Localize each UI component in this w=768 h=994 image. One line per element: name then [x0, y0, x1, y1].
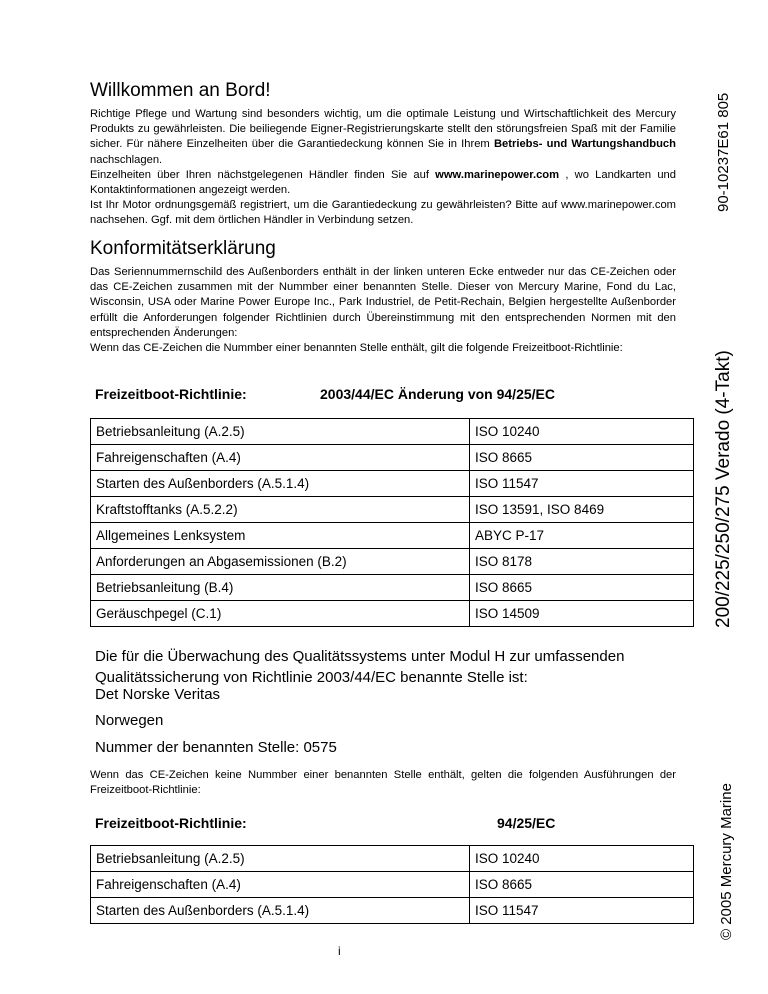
requirement-cell: Allgemeines Lenksystem [91, 523, 470, 549]
notified-body-intro: Die für die Überwachung des Qualitätssystems unter Modul H zur umfassenden Qualitätssicherung von Richtlinie 2003/44/EC benannte Stelle ist: [95, 648, 625, 686]
conformity-paragraph-3: Wenn das CE-Zeichen keine Nummber einer benannten Stelle enthält, gelten die folgenden Ausführungen der Freizeitboot-Richtlinie: [90, 769, 676, 797]
table-row [91, 872, 694, 898]
standards-table-2 [90, 845, 694, 924]
requirement-cell: Betriebsanleitung (B.4) [91, 575, 470, 601]
requirement-cell: Fahreigenschaften (A.4) [91, 872, 470, 898]
standard-cell: ISO 10240 [470, 846, 694, 872]
standard-cell: ISO 8178 [470, 549, 694, 575]
table-row [91, 601, 694, 627]
standard-cell: ISO 11547 [470, 471, 694, 497]
requirement-cell: Fahreigenschaften (A.4) [91, 445, 470, 471]
conformity-title: Konformitätserklärung [90, 238, 276, 259]
table-row [91, 497, 694, 523]
directive-value: 2003/44/EC Änderung von 94/25/EC [320, 386, 555, 402]
table-row [91, 523, 694, 549]
table-row [91, 846, 694, 872]
welcome-paragraph-1: Richtige Pflege und Wartung sind besonders wichtig, um die optimale Leistung und Wirtschaftlichkeit des Mercury Produkts zu gewährleisten. Die beiliegende Eigner-Registrierungskarte stellt den störungsfreien Spaß mit der Familie sicher. Für nähere Einzelheiten über die Garantiedeckung können Sie in Ihrem Betriebs- und Wartungshandbuch nachschlagen. [90, 108, 676, 166]
standard-cell: ISO 8665 [470, 575, 694, 601]
standards-table-1 [90, 418, 694, 627]
copyright-vertical: © 2005 Mercury Marine [718, 783, 735, 940]
requirement-cell: Starten des Außenborders (A.5.1.4) [91, 471, 470, 497]
standard-cell: ISO 13591, ISO 8469 [470, 497, 694, 523]
requirement-cell: Starten des Außenborders (A.5.1.4) [91, 898, 470, 924]
table-row [91, 445, 694, 471]
standard-cell: ABYC P-17 [470, 523, 694, 549]
standard-cell: ISO 11547 [470, 898, 694, 924]
requirement-cell: Anforderungen an Abgasemissionen (B.2) [91, 549, 470, 575]
directive-label: Freizeitboot-Richtlinie: [95, 386, 247, 402]
table-row [91, 471, 694, 497]
notified-body-name: Det Norske Veritas [95, 686, 221, 703]
table-row [91, 419, 694, 445]
conformity-paragraph-2: Wenn das CE-Zeichen die Nummber einer benannten Stelle enthält, gilt die folgende Freizeitboot-Richtlinie: [90, 342, 623, 354]
requirement-cell: Kraftstofftanks (A.5.2.2) [91, 497, 470, 523]
welcome-paragraph-2: Einzelheiten über Ihren nächstgelegenen Händler finden Sie auf www.marinepower.com , wo Landkarten und Kontaktinformationen angezeigt werden. [90, 169, 677, 197]
table-row [91, 898, 694, 924]
notified-body-number: Nummer der benannten Stelle: 0575 [95, 739, 337, 756]
notified-body-country: Norwegen [95, 712, 164, 729]
directive2-label: Freizeitboot-Richtlinie: [95, 815, 247, 831]
doc-number-vertical: 90-10237E61 805 [715, 92, 732, 212]
standard-cell: ISO 14509 [470, 601, 694, 627]
requirement-cell: Betriebsanleitung (A.2.5) [91, 419, 470, 445]
standard-cell: ISO 10240 [470, 419, 694, 445]
welcome-title: Willkommen an Bord! [90, 80, 271, 101]
table-row [91, 549, 694, 575]
directive2-value: 94/25/EC [497, 815, 556, 831]
conformity-paragraph-1: Das Seriennummernschild des Außenborders enthält in der linken unteren Ecke entweder nur das CE-Zeichen oder das CE-Zeichen zusammen mit der Nummber einer benannten Stelle. Dieser von Mercury Marine, Fond du Lac, Wisconsin, USA oder Marine Power Europe Inc., Park Industriel, de Petit-Rechain, Belgien hergestellte Außenborder erfüllt die Anforderungen folgender Richtlinien durch Übereinstimmung mit den entsprechenden Normen mit den entsprechenden Änderungen: [90, 266, 676, 339]
page-number: i [338, 944, 341, 958]
marinepower-link[interactable]: www.marinepower.com [435, 169, 560, 181]
welcome-paragraph-3: Ist Ihr Motor ordnungsgemäß registriert, um die Garantiedeckung zu gewährleisten? Bitte auf www.marinepower.com nachsehen. Ggf. mit dem örtlichen Händler in Verbindung setzen. [90, 199, 676, 227]
standard-cell: ISO 8665 [470, 872, 694, 898]
requirement-cell: Geräuschpegel (C.1) [91, 601, 470, 627]
model-vertical: 200/225/250/275 Verado (4-Takt) [713, 350, 734, 628]
standard-cell: ISO 8665 [470, 445, 694, 471]
table-row [91, 575, 694, 601]
requirement-cell: Betriebsanleitung (A.2.5) [91, 846, 470, 872]
